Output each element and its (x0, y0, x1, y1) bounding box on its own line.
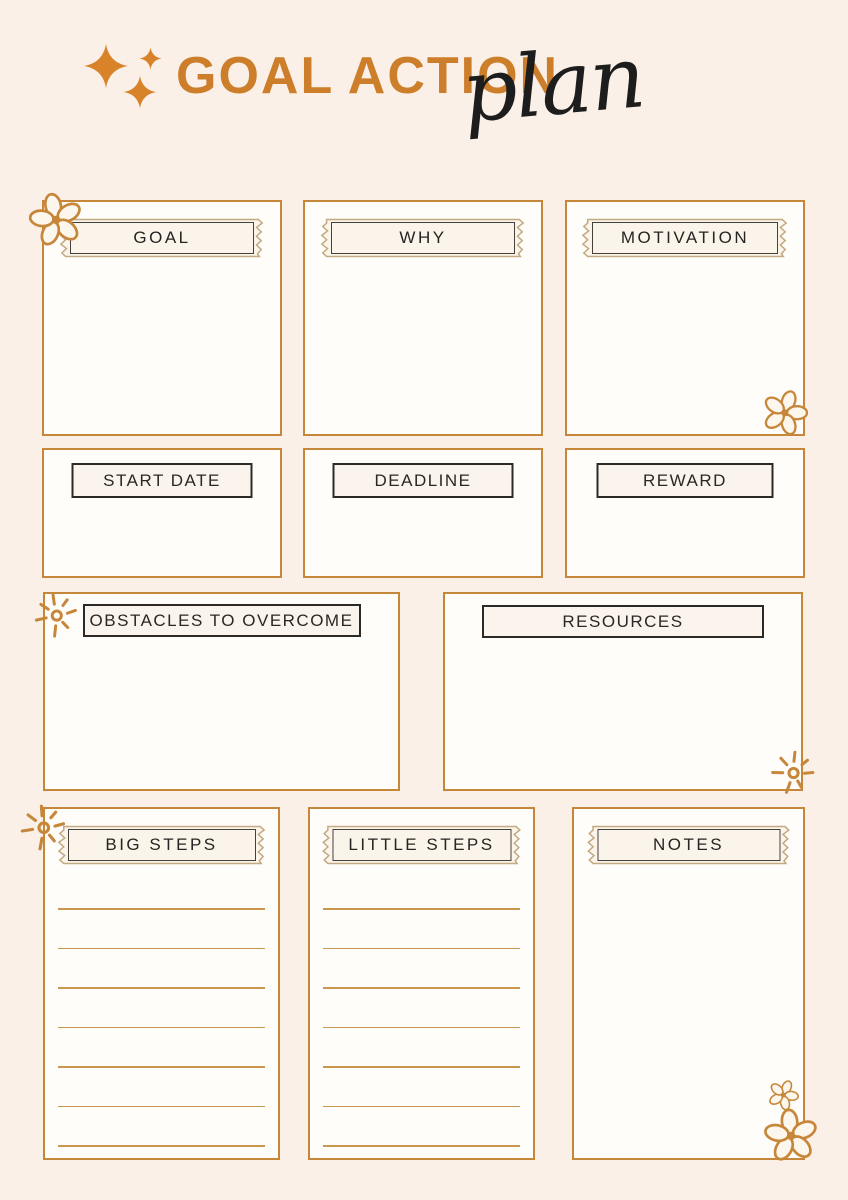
big-steps-label: BIG STEPS (68, 829, 256, 861)
reward-label: REWARD (597, 463, 774, 498)
page-title: GOAL ACTION (176, 47, 560, 105)
motivation-label: MOTIVATION (592, 222, 778, 254)
goal-label: GOAL (70, 222, 254, 254)
obstacles-label: OBSTACLES TO OVERCOME (83, 604, 361, 637)
obstacles-writing-area (45, 594, 398, 789)
ruled-line (58, 1145, 265, 1147)
ruled-line (58, 948, 265, 950)
little-steps-label-tape (319, 823, 524, 867)
big-steps-section (43, 807, 280, 1160)
flower-doodle-icon (761, 1105, 820, 1164)
big-steps-label-tape (55, 823, 269, 867)
start-date-label: START DATE (72, 463, 253, 498)
deadline-section (303, 448, 543, 578)
ruled-lines (58, 908, 265, 1148)
ruled-line (58, 1027, 265, 1029)
start-date-writing-area (44, 450, 280, 576)
ruled-line (323, 987, 520, 989)
little-steps-label: LITTLE STEPS (332, 829, 511, 861)
reward-writing-area (567, 450, 803, 576)
sun-doodle-icon (765, 745, 820, 800)
obstacles-section (43, 592, 400, 791)
notes-section (572, 807, 805, 1160)
sparkle-star-icon (123, 75, 157, 109)
ruled-line (323, 948, 520, 950)
sun-doodle-icon (27, 587, 83, 643)
ruled-line (323, 1027, 520, 1029)
flower-doodle-icon (24, 187, 88, 251)
ruled-line (58, 908, 265, 910)
resources-writing-area (445, 594, 801, 789)
sun-doodle-icon (14, 799, 70, 855)
ruled-line (58, 1106, 265, 1108)
ruled-line (58, 1066, 265, 1068)
ruled-line (323, 1106, 520, 1108)
sparkle-star-icon (139, 47, 162, 70)
page-subtitle: plan (457, 27, 648, 143)
resources-label: RESOURCES (482, 605, 764, 638)
deadline-writing-area (305, 450, 541, 576)
ruled-lines (323, 908, 520, 1148)
resources-section (443, 592, 803, 791)
little-steps-section (308, 807, 535, 1160)
deadline-label: DEADLINE (333, 463, 514, 498)
notes-label: NOTES (597, 829, 780, 861)
ruled-line (323, 908, 520, 910)
start-date-section (42, 448, 282, 578)
ruled-line (58, 987, 265, 989)
ruled-line (323, 1145, 520, 1147)
notes-writing-area (574, 809, 803, 1158)
reward-section (565, 448, 805, 578)
ruled-line (323, 1066, 520, 1068)
why-label: WHY (331, 222, 515, 254)
why-writing-area (305, 202, 541, 434)
why-section (303, 200, 543, 436)
